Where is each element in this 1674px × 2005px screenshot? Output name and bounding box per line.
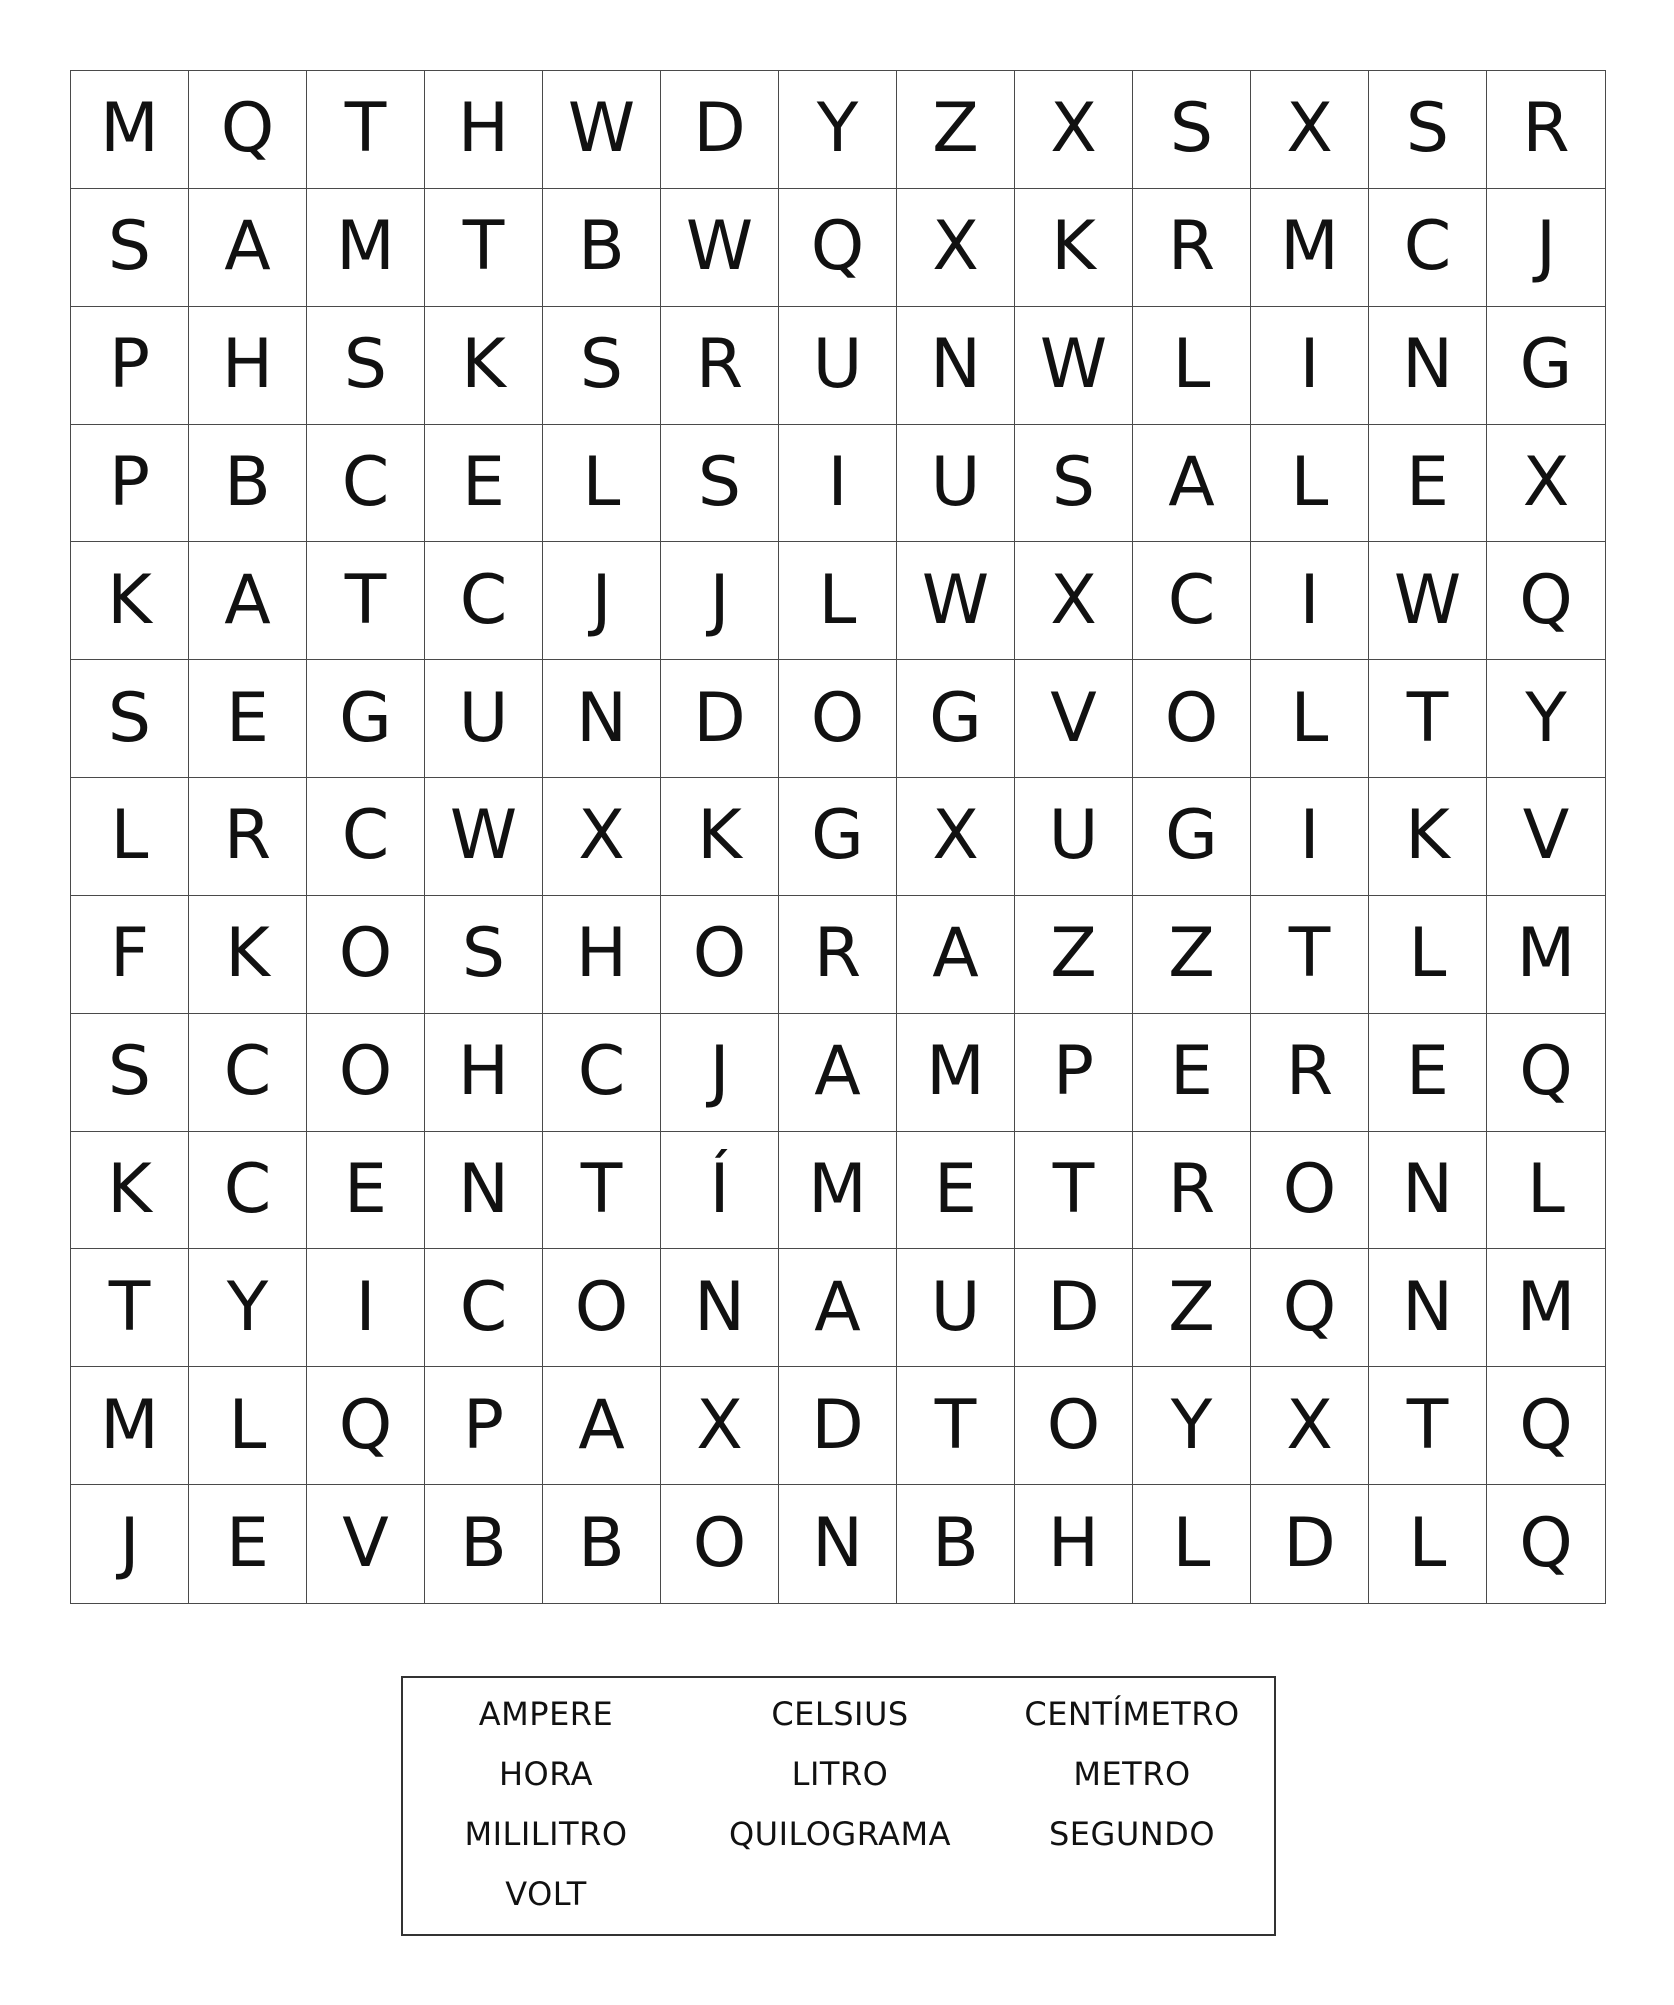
grid-cell[interactable]: C xyxy=(189,1014,307,1132)
grid-cell[interactable]: N xyxy=(897,307,1015,425)
grid-cell[interactable]: L xyxy=(1251,660,1369,778)
grid-cell[interactable]: J xyxy=(661,1014,779,1132)
grid-cell[interactable]: S xyxy=(425,896,543,1014)
grid-cell[interactable]: N xyxy=(425,1132,543,1250)
grid-cell[interactable]: O xyxy=(307,1014,425,1132)
word-list-item: QUILOGRAMA xyxy=(728,1815,952,1853)
grid-cell[interactable]: I xyxy=(779,425,897,543)
grid-cell[interactable]: M xyxy=(1251,189,1369,307)
grid-cell[interactable]: M xyxy=(71,71,189,189)
grid-cell[interactable]: H xyxy=(1015,1485,1133,1603)
grid-cell[interactable]: I xyxy=(1251,778,1369,896)
grid-cell[interactable]: O xyxy=(661,1485,779,1603)
grid-cell[interactable]: C xyxy=(189,1132,307,1250)
grid-cell[interactable]: S xyxy=(71,189,189,307)
grid-cell[interactable]: L xyxy=(1251,425,1369,543)
grid-cell[interactable]: O xyxy=(1015,1367,1133,1485)
grid-cell[interactable]: A xyxy=(543,1367,661,1485)
grid-cell[interactable]: B xyxy=(425,1485,543,1603)
grid-cell[interactable]: P xyxy=(1015,1014,1133,1132)
grid-cell[interactable]: I xyxy=(307,1249,425,1367)
grid-cell[interactable]: A xyxy=(779,1014,897,1132)
grid-cell[interactable]: I xyxy=(1251,307,1369,425)
grid-cell[interactable]: V xyxy=(1487,778,1605,896)
grid-cell[interactable]: Y xyxy=(1487,660,1605,778)
grid-cell[interactable]: Y xyxy=(1133,1367,1251,1485)
grid-cell[interactable]: U xyxy=(425,660,543,778)
grid-cell[interactable]: K xyxy=(71,542,189,660)
grid-cell[interactable]: W xyxy=(425,778,543,896)
grid-cell[interactable]: X xyxy=(1015,542,1133,660)
word-list-item: AMPERE xyxy=(478,1695,614,1733)
grid-cell[interactable]: O xyxy=(543,1249,661,1367)
grid-cell[interactable]: A xyxy=(1133,425,1251,543)
letter-grid xyxy=(70,70,1606,1604)
grid-cell[interactable]: Y xyxy=(779,71,897,189)
grid-cell[interactable]: X xyxy=(1487,425,1605,543)
grid-cell[interactable]: E xyxy=(307,1132,425,1250)
grid-cell[interactable]: E xyxy=(897,1132,1015,1250)
grid-cell[interactable]: W xyxy=(1369,542,1487,660)
grid-cell[interactable]: U xyxy=(1015,778,1133,896)
grid-cell[interactable]: P xyxy=(71,307,189,425)
grid-cell[interactable]: N xyxy=(1369,307,1487,425)
grid-cell[interactable]: D xyxy=(1015,1249,1133,1367)
grid-cell[interactable]: R xyxy=(661,307,779,425)
grid-cell[interactable]: M xyxy=(779,1132,897,1250)
grid-cell[interactable]: S xyxy=(1369,71,1487,189)
grid-cell[interactable]: T xyxy=(71,1249,189,1367)
word-list-box xyxy=(401,1676,1276,1936)
grid-cell[interactable]: S xyxy=(71,1014,189,1132)
grid-cell[interactable]: Q xyxy=(1519,1504,1573,1584)
grid-cell[interactable]: L xyxy=(1369,896,1487,1014)
grid-cell[interactable]: T xyxy=(897,1367,1015,1485)
grid-cell[interactable]: A xyxy=(189,189,307,307)
grid-cell[interactable]: H xyxy=(425,71,543,189)
grid-cell[interactable]: N xyxy=(543,660,661,778)
grid-cell[interactable]: X xyxy=(661,1367,779,1485)
grid-cell[interactable]: N xyxy=(779,1485,897,1603)
grid-cell[interactable]: O xyxy=(307,896,425,1014)
grid-cell[interactable]: G xyxy=(1487,307,1605,425)
grid-cell[interactable]: T xyxy=(1015,1132,1133,1250)
grid-cell[interactable]: R xyxy=(1133,189,1251,307)
grid-cell[interactable]: P xyxy=(425,1367,543,1485)
grid-cell[interactable]: U xyxy=(897,425,1015,543)
grid-cell[interactable]: H xyxy=(189,307,307,425)
grid-cell[interactable]: Í xyxy=(661,1132,779,1250)
grid-cell[interactable]: S xyxy=(543,307,661,425)
grid-cell[interactable]: X xyxy=(897,778,1015,896)
grid-cell[interactable]: S xyxy=(661,425,779,543)
word-list-item: METRO xyxy=(1073,1755,1191,1793)
grid-cell[interactable]: R xyxy=(779,896,897,1014)
word-list-item: LITRO xyxy=(791,1755,889,1793)
grid-cell[interactable]: J xyxy=(71,1485,189,1603)
grid-cell[interactable]: L xyxy=(189,1367,307,1485)
grid-cell[interactable]: M xyxy=(897,1014,1015,1132)
grid-cell[interactable]: B xyxy=(897,1485,1015,1603)
word-list-item: CELSIUS xyxy=(771,1695,909,1733)
grid-cell[interactable]: X xyxy=(1251,1367,1369,1485)
grid-cell[interactable]: E xyxy=(1133,1014,1251,1132)
grid-cell[interactable]: M xyxy=(1487,896,1605,1014)
grid-cell[interactable]: M xyxy=(71,1367,189,1485)
grid-cell[interactable]: N xyxy=(1369,1132,1487,1250)
grid-cell[interactable]: H xyxy=(543,896,661,1014)
grid-cell[interactable]: P xyxy=(71,425,189,543)
grid-cell[interactable]: W xyxy=(543,71,661,189)
grid-cell[interactable]: T xyxy=(543,1132,661,1250)
grid-cell[interactable]: S xyxy=(71,660,189,778)
grid-cell[interactable]: R xyxy=(1251,1014,1369,1132)
grid-cell[interactable]: T xyxy=(307,71,425,189)
grid-cell[interactable]: R xyxy=(1133,1132,1251,1250)
grid-cell[interactable]: D xyxy=(661,660,779,778)
grid-cell[interactable]: D xyxy=(661,71,779,189)
word-list-item: CENTÍMETRO xyxy=(1024,1695,1240,1733)
grid-cell[interactable]: Q xyxy=(1487,1014,1605,1132)
grid-cell[interactable]: T xyxy=(1251,896,1369,1014)
grid-cell[interactable]: X xyxy=(1251,71,1369,189)
grid-cell[interactable]: N xyxy=(1369,1249,1487,1367)
grid-cell[interactable]: K xyxy=(71,1132,189,1250)
grid-cell[interactable]: W xyxy=(1015,307,1133,425)
grid-cell[interactable]: U xyxy=(897,1249,1015,1367)
grid-cell[interactable]: C xyxy=(543,1014,661,1132)
grid-cell[interactable]: M xyxy=(1487,1249,1605,1367)
grid-cell[interactable]: K xyxy=(425,307,543,425)
grid-cell[interactable]: Q xyxy=(189,71,307,189)
grid-cell[interactable]: T xyxy=(1369,1367,1487,1485)
word-list-item: HORA xyxy=(498,1755,594,1793)
word-list-item: MILILITRO xyxy=(464,1815,628,1853)
grid-cell[interactable]: L xyxy=(1133,307,1251,425)
grid-cell[interactable]: G xyxy=(307,660,425,778)
grid-cell[interactable]: O xyxy=(661,896,779,1014)
grid-cell[interactable]: A xyxy=(897,896,1015,1014)
grid-cell[interactable]: J xyxy=(1487,189,1605,307)
grid-cell[interactable]: U xyxy=(779,307,897,425)
grid-cell[interactable]: X xyxy=(1015,71,1133,189)
grid-cell[interactable]: G xyxy=(779,778,897,896)
grid-cell[interactable]: A xyxy=(779,1249,897,1367)
grid-cell[interactable]: G xyxy=(1133,778,1251,896)
grid-cell[interactable]: O xyxy=(1251,1132,1369,1250)
grid-cell[interactable]: H xyxy=(425,1014,543,1132)
grid-cell[interactable]: T xyxy=(1369,660,1487,778)
grid-cell[interactable]: Q xyxy=(307,1367,425,1485)
grid-cell[interactable]: R xyxy=(189,778,307,896)
grid-cell[interactable]: L xyxy=(1487,1132,1605,1250)
grid-cell[interactable]: L xyxy=(779,542,897,660)
grid-cell[interactable]: Q xyxy=(779,189,897,307)
grid-cell[interactable]: E xyxy=(189,1485,307,1603)
grid-cell[interactable]: G xyxy=(897,660,1015,778)
grid-cell[interactable]: K xyxy=(189,896,307,1014)
grid-cell[interactable]: W xyxy=(661,189,779,307)
grid-cell[interactable]: Z xyxy=(1133,1249,1251,1367)
grid-cell[interactable]: E xyxy=(1369,1014,1487,1132)
grid-cell[interactable]: C xyxy=(425,1249,543,1367)
grid-cell[interactable]: S xyxy=(1133,71,1251,189)
grid-cell[interactable]: A xyxy=(189,542,307,660)
grid-cell[interactable]: E xyxy=(189,660,307,778)
grid-cell[interactable]: Q xyxy=(1251,1249,1369,1367)
grid-cell[interactable]: C xyxy=(1133,542,1251,660)
grid-cell[interactable]: D xyxy=(1251,1485,1369,1603)
grid-cell[interactable]: I xyxy=(1251,542,1369,660)
grid-cell[interactable]: J xyxy=(543,542,661,660)
grid-cell[interactable]: C xyxy=(307,425,425,543)
grid-cell[interactable]: Z xyxy=(1133,896,1251,1014)
grid-cell[interactable]: T xyxy=(307,542,425,660)
grid-cell[interactable]: L xyxy=(543,425,661,543)
grid-cell[interactable]: O xyxy=(1133,660,1251,778)
grid-cell[interactable]: S xyxy=(1015,425,1133,543)
grid-cell[interactable]: W xyxy=(897,542,1015,660)
grid-cell[interactable]: J xyxy=(661,542,779,660)
grid-cell[interactable]: K xyxy=(1369,778,1487,896)
grid-cell[interactable]: R xyxy=(1487,71,1605,189)
grid-cell[interactable]: F xyxy=(71,896,189,1014)
grid-cell[interactable]: Z xyxy=(1015,896,1133,1014)
grid-cell[interactable]: C xyxy=(307,778,425,896)
grid-cell[interactable]: X xyxy=(897,189,1015,307)
grid-cell[interactable]: Y xyxy=(189,1249,307,1367)
grid-cell[interactable]: E xyxy=(425,425,543,543)
grid-cell[interactable]: X xyxy=(543,778,661,896)
grid-cell[interactable]: D xyxy=(779,1367,897,1485)
grid-cell[interactable]: O xyxy=(779,660,897,778)
grid-cell[interactable]: Q xyxy=(1487,542,1605,660)
grid-cell[interactable]: B xyxy=(543,189,661,307)
grid-cell[interactable]: K xyxy=(661,778,779,896)
grid-cell[interactable]: L xyxy=(1133,1485,1251,1603)
grid-cell[interactable]: B xyxy=(189,425,307,543)
grid-cell[interactable]: C xyxy=(1369,189,1487,307)
word-list-item: SEGUNDO xyxy=(1048,1815,1215,1853)
grid-cell[interactable]: C xyxy=(425,542,543,660)
grid-cell[interactable]: B xyxy=(543,1485,661,1603)
grid-cell[interactable]: M xyxy=(307,189,425,307)
grid-cell[interactable]: E xyxy=(1369,425,1487,543)
grid-cell[interactable]: Q xyxy=(1487,1367,1605,1485)
grid-cell[interactable]: K xyxy=(1015,189,1133,307)
grid-cell[interactable]: V xyxy=(1015,660,1133,778)
grid-cell[interactable]: T xyxy=(425,189,543,307)
grid-cell[interactable]: L xyxy=(1369,1485,1487,1603)
grid-cell[interactable]: Z xyxy=(897,71,1015,189)
word-list-item: VOLT xyxy=(505,1875,587,1913)
grid-cell[interactable]: L xyxy=(71,778,189,896)
grid-cell[interactable]: V xyxy=(307,1485,425,1603)
grid-cell[interactable]: S xyxy=(307,307,425,425)
grid-cell[interactable]: N xyxy=(661,1249,779,1367)
